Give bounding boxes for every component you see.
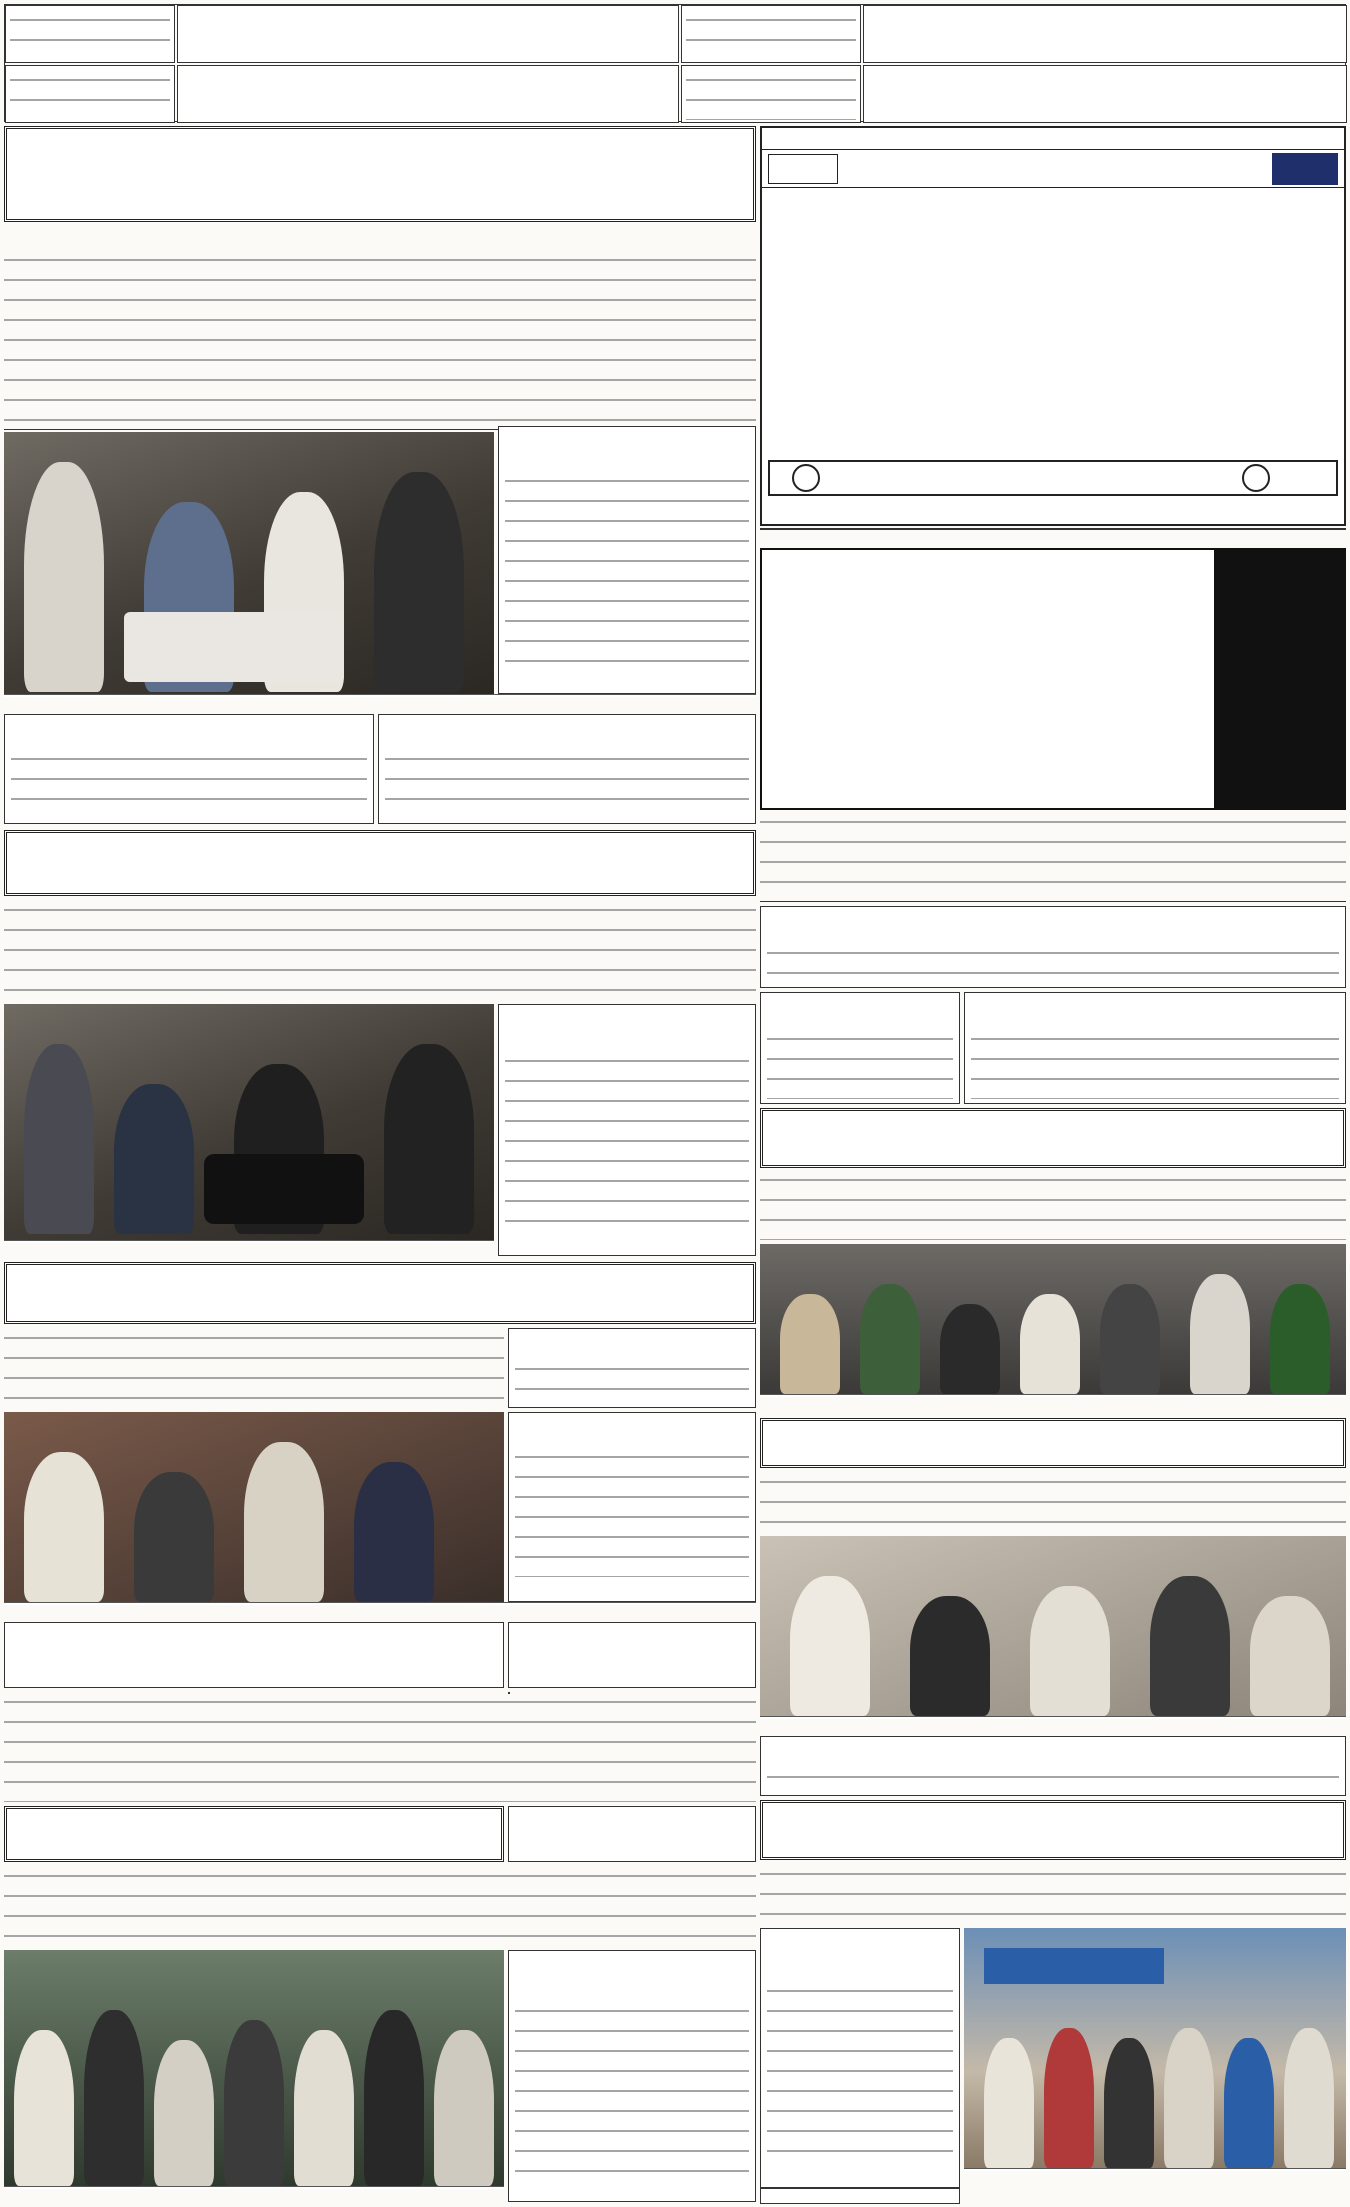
right-body-3 (760, 1864, 1346, 1924)
lead-body (4, 250, 756, 430)
english-title (776, 198, 976, 288)
story-s18 (760, 1800, 1346, 1860)
photo-festival-right (964, 1928, 1346, 2168)
caption-c3 (4, 1602, 756, 1605)
story-s1 (498, 426, 756, 694)
newspaper-logo-icon (982, 198, 1282, 398)
story-s6 (760, 1108, 1346, 1168)
story-s21 (508, 1806, 756, 1862)
caption-c2 (760, 1394, 1346, 1397)
story-s13 (508, 1412, 756, 1602)
right-body-1 (760, 1170, 1346, 1240)
story-s10 (760, 1418, 1346, 1468)
story-s8 (760, 992, 960, 1104)
feature-box (760, 548, 1346, 810)
story-s4 (4, 830, 756, 896)
photo-rally-left (4, 1950, 504, 2186)
caption-c4 (760, 1716, 1346, 1719)
abc-certified-icon (1272, 153, 1338, 185)
top-headline-4 (177, 65, 679, 123)
top-brief-right (5, 65, 175, 123)
feature-side-panel (1214, 550, 1344, 808)
left-body-4 (4, 1692, 756, 1802)
top-brief-mid-2 (681, 65, 861, 123)
lead-headline-box (4, 126, 756, 222)
lead-photo (4, 432, 494, 694)
top-headline-2 (177, 5, 679, 63)
story-s12 (4, 1262, 756, 1324)
feature-kicker (760, 526, 1346, 546)
left-body-3 (4, 1328, 504, 1408)
photo-meeting-left (4, 1004, 494, 1240)
masthead (760, 126, 1346, 526)
story-s7 (760, 906, 1346, 988)
story-s5 (498, 1004, 756, 1256)
top-headline-3 (863, 65, 1347, 123)
volume-number (1242, 464, 1270, 492)
story-s9 (964, 992, 1346, 1104)
right-body-2 (760, 1472, 1346, 1532)
left-body-2 (4, 900, 756, 1000)
akns-badge (768, 154, 838, 184)
lead-photo-caption (4, 694, 756, 697)
top-headline-1 (863, 5, 1347, 63)
photo-event-left (4, 1412, 504, 1602)
left-body-5 (4, 1866, 756, 1946)
top-brief-left (5, 5, 175, 63)
photo-prayer-right (760, 1536, 1346, 1716)
story-s17 (4, 1806, 504, 1862)
top-strip (4, 4, 1346, 122)
story-s3 (378, 714, 756, 824)
story-s20 (508, 1950, 756, 2202)
story-s22 (760, 1928, 960, 2188)
lead-kicker (4, 226, 756, 248)
story-s23 (760, 1736, 1346, 1796)
story-s2 (4, 714, 374, 824)
caption-c7 (964, 2168, 1346, 2171)
date-bar (768, 460, 1338, 496)
top-brief-mid (681, 5, 861, 63)
story-s16 (4, 1622, 504, 1688)
caption-c5 (4, 2186, 504, 2189)
story-s11 (508, 1692, 510, 1694)
feature-body (760, 812, 1346, 902)
caption-c1 (4, 1240, 494, 1243)
issue-number (792, 464, 820, 492)
story-s15 (508, 1622, 756, 1688)
story-s14 (508, 1328, 756, 1408)
story-s19 (760, 2188, 960, 2204)
photo-crowd-right (760, 1244, 1346, 1394)
